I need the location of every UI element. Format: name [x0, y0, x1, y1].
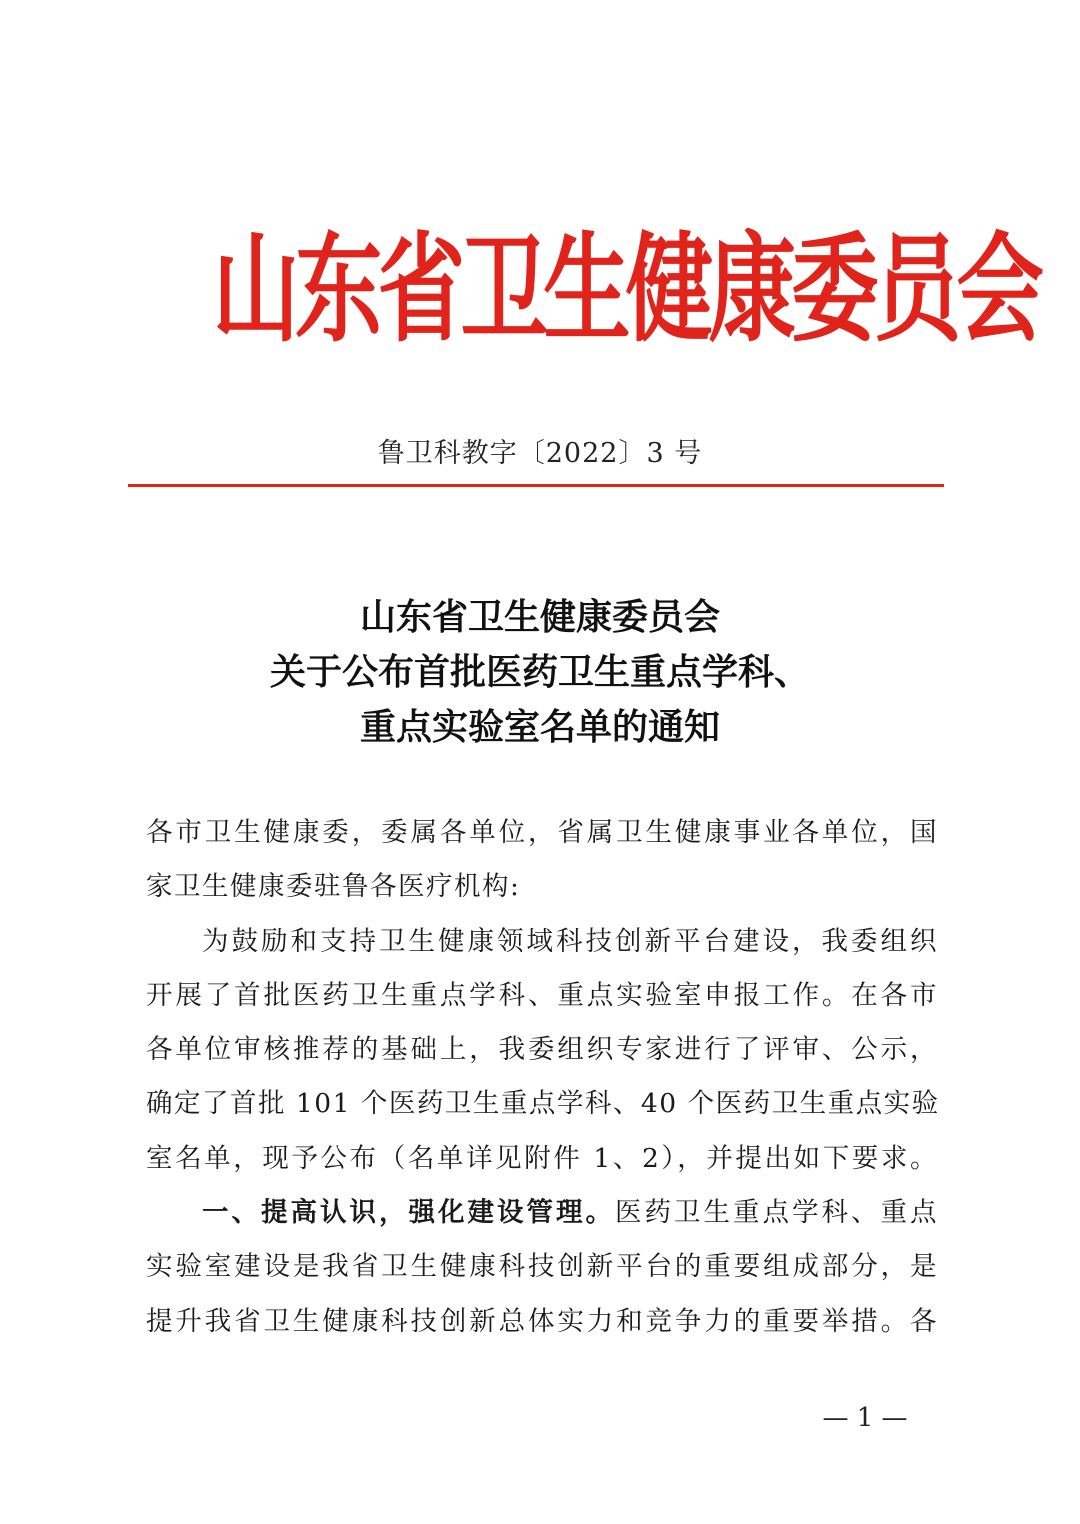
red-separator-line — [128, 484, 944, 487]
title-line-1: 山东省卫生健康委员会 — [359, 596, 720, 638]
body-line-section-1-3: 提升我省卫生健康科技创新总体实力和竞争力的重要举措。各 — [146, 1305, 938, 1337]
body-line-paragraph-3: 各单位审核推荐的基础上，我委组织专家进行了评审、公示， — [146, 1034, 938, 1066]
document-title — [120, 590, 960, 755]
page-number: — 1 — — [822, 1403, 908, 1433]
title-line-3: 重点实验室名单的通知 — [359, 706, 720, 748]
body-line-paragraph-1: 为鼓励和支持卫生健康领域科技创新平台建设，我委组织 — [202, 925, 938, 957]
body-line-paragraph-2: 开展了首批医药卫生重点学科、重点实验室申报工作。在各市 — [146, 979, 938, 1011]
section-1-text: 医药卫生重点学科、重点 — [615, 1197, 938, 1229]
body-line-salutation-2: 家卫生健康委驻鲁各医疗机构: — [146, 871, 521, 903]
title-line-2: 关于公布首批医药卫生重点学科、 — [269, 651, 810, 693]
issuing-organization-header: 山东省卫生健康委员会 — [212, 221, 1040, 359]
body-line-paragraph-5: 室名单，现予公布（名单详见附件 1、2），并提出如下要求。 — [146, 1142, 938, 1174]
body-line-section-1-2: 实验室建设是我省卫生健康科技创新平台的重要组成部分，是 — [146, 1251, 938, 1283]
document-body — [146, 806, 938, 1349]
section-1-heading: 一、提高认识，强化建设管理。 — [202, 1197, 615, 1229]
body-line-paragraph-4: 确定了首批 101 个医药卫生重点学科、40 个医药卫生重点实验 — [146, 1088, 940, 1120]
body-line-section-1-start — [146, 1186, 938, 1240]
document-number: 鲁卫科教字〔2022〕3 号 — [377, 438, 703, 469]
body-line-salutation-1: 各市卫生健康委，委属各单位，省属卫生健康事业各单位，国 — [146, 817, 938, 848]
